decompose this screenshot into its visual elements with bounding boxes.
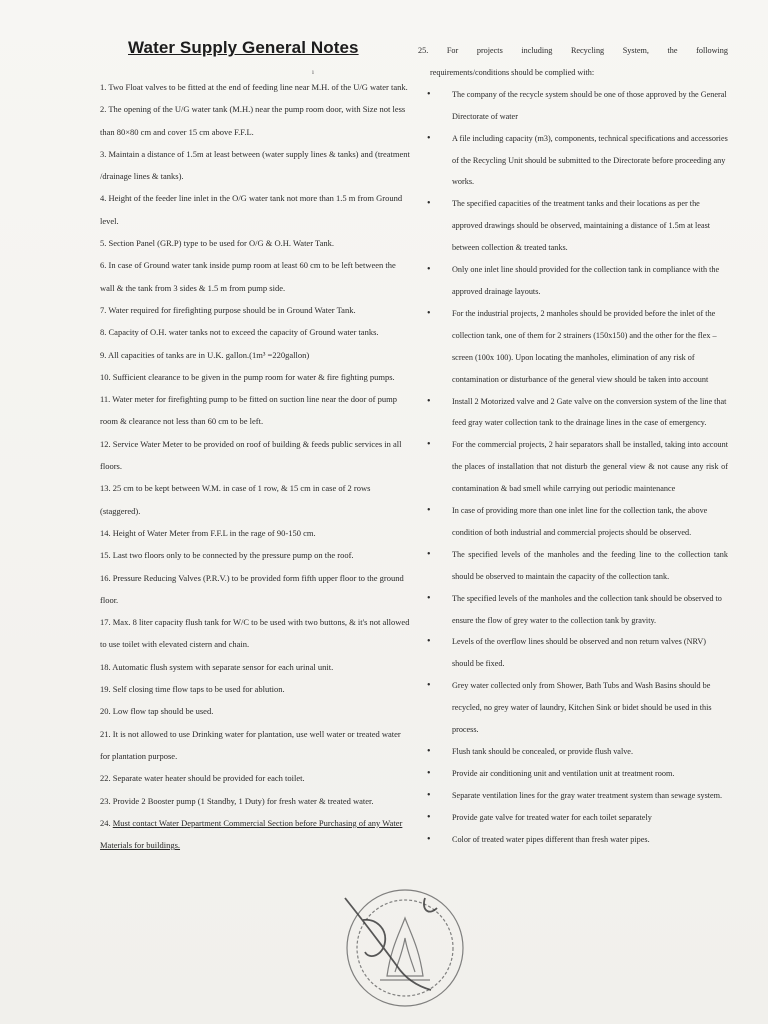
note-item-14: 14. Height of Water Meter from F.F.L in the rage of 90-150 cm.	[100, 527, 316, 538]
bullet-dot-icon: •	[427, 767, 431, 779]
bullet-dot-icon: •	[427, 395, 431, 407]
bullet-item-15: • Separate ventilation lines for the gray water treatment system than sewage system.	[418, 785, 728, 807]
bullet-dot-icon: •	[427, 132, 431, 144]
bullet-dot-icon: •	[427, 264, 431, 276]
note-item-23: 23. Provide 2 Booster pump (1 Standby, 1 Duty) for fresh water & treated water.	[100, 795, 374, 806]
page-title: Water Supply General Notes	[128, 38, 359, 57]
scan-mark: ı	[312, 68, 314, 76]
bullet-item-11: • Levels of the overflow lines should be observed and non return valves (NRV) should be fixed.	[418, 631, 728, 675]
bullet-dot-icon: •	[427, 680, 431, 692]
bullet-item-3: • The specified capacities of the treatment tanks and their locations as per the approved drawings should be observed, maintaining a distance of 1.5m at least between collection & treated tanks.	[418, 193, 728, 259]
bullet-item-7: • For the commercial projects, 2 hair separators shall be installed, taking into account the places of installation that not disturb the general view & not cause any risk of contamination & bad smell while carrying out periodic maintenance	[418, 434, 728, 500]
note-item-12: 12. Service Water Meter to be provided on roof of building & feeds public services in all floors.	[100, 438, 402, 472]
note-item-20: 20. Low flow tap should be used.	[100, 706, 214, 717]
bullet-item-12: • Grey water collected only from Shower, Bath Tubs and Wash Basins should be recycled, no grey water of laundry, Kitchen Sink or bidet should be used in this process.	[418, 675, 728, 741]
note-item-21: 21. It is not allowed to use Drinking water for plantation, use well water or treated water for plantation purpose.	[100, 728, 401, 761]
note-item-6: 6. In case of Ground water tank inside pump room at least 60 cm to be left between the wall & the tank from 3 sides & 1.5 m from pump side.	[100, 260, 396, 293]
bullet-dot-icon: •	[427, 505, 431, 517]
bullet-dot-icon: •	[427, 636, 431, 648]
note-item-15: 15. Last two floors only to be connected by the pressure pump on the roof.	[100, 550, 354, 561]
note-item-5: 5. Section Panel (GR.P) type to be used for O/G & O.H. Water Tank.	[100, 238, 335, 249]
note-item-9: 9. All capacities of tanks are in U.K. gallon.(1m³ =220gallon)	[100, 349, 310, 360]
note-item-22: 22. Separate water heater should be provided for each toilet.	[100, 773, 305, 784]
bullet-dot-icon: •	[427, 439, 431, 451]
bullet-item-6: • Install 2 Motorized valve and 2 Gate valve on the conversion system of the line that feed gray water collection tank to the drainage lines in the case of emergency.	[418, 391, 728, 435]
bullet-dot-icon: •	[427, 592, 431, 604]
left-notes-list	[100, 76, 410, 856]
bullet-dot-icon: •	[427, 811, 431, 823]
bullet-dot-icon: •	[427, 88, 431, 100]
note-item-1: 1. Two Float valves to be fitted at the end of feeding line near M.H. of the U/G water tank.	[100, 82, 408, 92]
note-item-17: 17. Max. 8 liter capacity flush tank for W/C to be used with two buttons, & it's not allowed to use toilet with elevated cistern and chain.	[100, 617, 410, 650]
note-item-7: 7. Water required for firefighting purpose should be in Ground Water Tank.	[100, 304, 356, 315]
note-item-13: 13. 25 cm to be kept between W.M. in case of 1 row, & 15 cm in case of 2 rows (staggered).	[100, 483, 371, 516]
note-item-4: 4. Height of the feeder line inlet in the O/G water tank not more than 1.5 m from Ground level.	[100, 193, 403, 226]
bullet-item-8: • In case of providing more than one inlet line for the collection tank, the above condition of both industrial and commercial projects should be observed.	[418, 500, 728, 544]
bullet-item-9: • The specified levels of the manholes and the feeding line to the collection tank should be observed to maintain the capacity of the collection tank.	[418, 544, 728, 588]
note-item-18: 18. Automatic flush system with separate sensor for each urinal unit.	[100, 661, 334, 672]
bullet-item-1: • The company of the recycle system should be one of those approved by the General Directorate of water	[418, 84, 728, 128]
note-item-3: 3. Maintain a distance of 1.5m at least between (water supply lines & tanks) and (treatment /drainage lines & tanks).	[100, 148, 410, 182]
right-notes-column	[418, 40, 728, 851]
note-item-19: 19. Self closing time flow taps to be used for ablution.	[100, 684, 285, 695]
note-item-10: 10. Sufficient clearance to be given in the pump room for water & fire fighting pumps.	[100, 371, 395, 382]
bullet-item-4: • Only one inlet line should provided for the collection tank in compliance with the approved drainage layouts.	[418, 259, 728, 303]
note-item-8: 8. Capacity of O.H. water tanks not to exceed the capacity of Ground water tanks.	[100, 327, 379, 338]
bullet-dot-icon: •	[427, 789, 431, 801]
note-item-16: 16. Pressure Reducing Valves (P.R.V.) to be provided form fifth upper floor to the ground floor.	[100, 572, 404, 605]
bullet-dot-icon: •	[427, 833, 431, 845]
bullet-dot-icon: •	[427, 746, 431, 757]
bullet-item-10: • The specified levels of the manholes and the collection tank should be observed to ensure the flow of grey water to the collection tank by gravity.	[418, 588, 728, 632]
note-item-11: 11. Water meter for firefighting pump to be fitted on suction line near the door of pump room & clearance not less than 60 cm to be left.	[100, 394, 397, 427]
bullet-item-5: • For the industrial projects, 2 manholes should be provided before the inlet of the collection tank, one of them for 2 strainers (150x150) and the other for the flex – screen (100x 100). Upon locating the manholes, elimination of any risk of contamination or disturbance of the general view should be taken into account	[418, 303, 728, 391]
bullet-item-14: • Provide air conditioning unit and ventilation unit at treatment room.	[418, 763, 728, 785]
bullet-dot-icon: •	[427, 198, 431, 210]
bullet-item-16: • Provide gate valve for treated water for each toilet separately	[418, 807, 728, 829]
bullet-item-13: • Flush tank should be concealed, or provide flush valve.	[418, 741, 728, 763]
recycling-intro-line-2: requirements/conditions should be complied with:	[430, 67, 595, 77]
recycling-intro-line: 25. For projects including Recycling System, the following	[418, 46, 728, 55]
note-item-2: 2. The opening of the U/G water tank (M.H.) near the pump room door, with Size not less than 80×80 cm and cover 15 cm above F.F.L.	[100, 104, 406, 137]
bullet-dot-icon: •	[427, 307, 431, 319]
bullet-dot-icon: •	[427, 548, 431, 560]
bullet-item-17: • Color of treated water pipes different than fresh water pipes.	[418, 829, 728, 851]
bullet-item-2: • A file including capacity (m3), components, technical specifications and accessories of the Recycling Unit should be submitted to the Directorate before proceeding any works.	[418, 128, 728, 194]
official-stamp-icon	[325, 868, 475, 1018]
note-item-24: 24. Must contact Water Department Commercial Section before Purchasing of any Water Materials for buildings.	[100, 817, 403, 851]
